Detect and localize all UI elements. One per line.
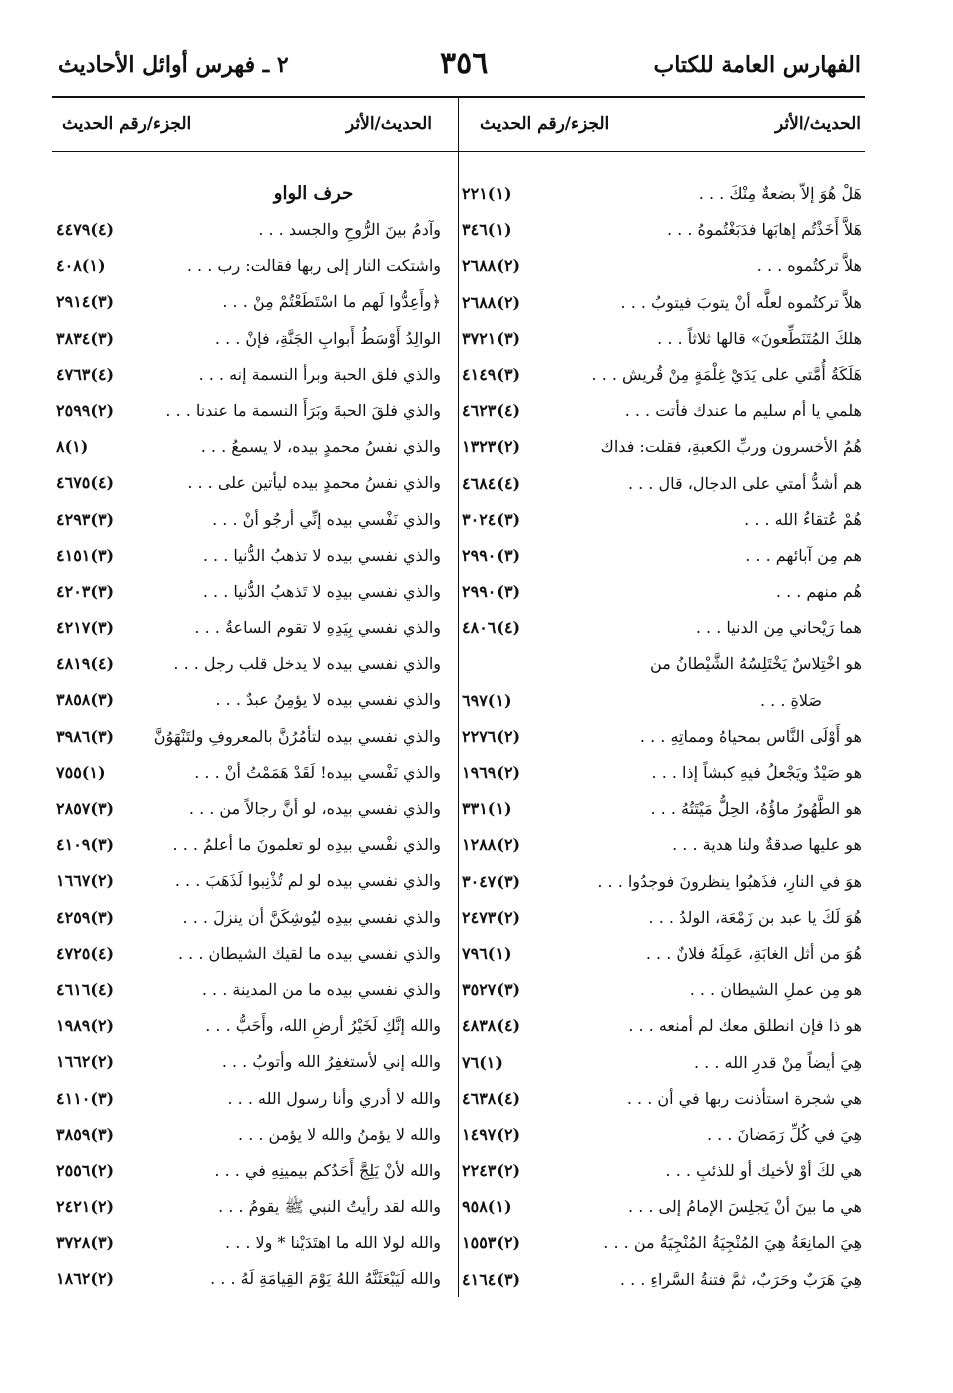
hadith-reference: (٤)٤٦٢٣ bbox=[462, 401, 521, 421]
hadith-text: والله لا أدري وأنا رسول الله . . . bbox=[227, 1088, 441, 1108]
list-item bbox=[462, 325, 862, 361]
hadith-text: هِيَ المانِعَةُ هِيَ المُنْجِيَةُ المُنْجِيَةُ من . . . bbox=[603, 1233, 862, 1253]
hadith-text: صَلاةِ . . . bbox=[759, 690, 822, 710]
hadith-text: هوَ في النارِ، فذَهبُوا ينظرونَ فوجدُوا . . . bbox=[597, 871, 862, 891]
list-item bbox=[56, 506, 441, 542]
hadith-reference: (٣)٤١٦٤ bbox=[462, 1269, 521, 1289]
hadith-reference: (٣)٣٧٢١ bbox=[462, 328, 521, 348]
hadith-reference: (٣)٣٨٥٩ bbox=[56, 1124, 115, 1144]
list-item bbox=[462, 542, 862, 578]
hadith-reference: (٤)٤٦٣٨ bbox=[462, 1088, 521, 1108]
hadith-text: والله لولا الله ما اهتَدَيْنا * ولا . . . bbox=[225, 1233, 441, 1253]
hadith-reference: (٤)٤٨١٩ bbox=[56, 654, 115, 674]
list-item bbox=[56, 578, 441, 614]
hadith-text: وآدمُ بينَ الرُّوحِ والجسد . . . bbox=[258, 220, 441, 239]
hadith-text: هي شجرة استأذنت ربها في أن . . . bbox=[626, 1088, 862, 1108]
hadith-text: هَلاَّ أَخَذْتُم إهابَها فدَبَغْتُموهُ . . . bbox=[667, 220, 862, 240]
section-index-title: ٢ ـ فهرس أوائل الأحاديث bbox=[58, 52, 289, 78]
hadith-reference: (٢)٢٤٢١ bbox=[56, 1197, 115, 1217]
hadith-text: هو مِن عملِ الشيطان . . . bbox=[689, 980, 862, 1000]
list-item bbox=[462, 940, 862, 976]
hadith-text: هي لكَ أوْ لأخيك أو للذئبِ . . . bbox=[665, 1161, 862, 1181]
hadith-reference: (٣)٣٥٢٧ bbox=[462, 980, 521, 1000]
hadith-text: والذي فلق الحبة وبرأ النسمة إنه . . . bbox=[198, 364, 441, 384]
left-ref-heading: الجزء/رقم الحديث bbox=[62, 114, 192, 134]
hadith-text: هو اخْتِلاسٌ يَخْتَلِسُهُ الشَّيْطانُ من bbox=[650, 654, 862, 674]
hadith-text: واشتكت النار إلى ربها فقالت: رب . . . bbox=[186, 256, 441, 276]
list-item bbox=[462, 1266, 862, 1302]
hadith-text: هُم منهم . . . bbox=[775, 582, 862, 602]
list-item bbox=[56, 940, 441, 976]
list-item bbox=[462, 795, 862, 831]
hadith-text: والله إني لأستغفِرُ الله وأتوبُ . . . bbox=[221, 1052, 441, 1072]
hadith-text: هو ذا فإن انطلق معك لم أمنعه . . . bbox=[628, 1016, 862, 1036]
list-item bbox=[56, 325, 441, 361]
hadith-reference: (٢)١٨٦٢ bbox=[56, 1269, 115, 1289]
hadith-text: والذي نفسُ محمدٍ بيده ليأتين على . . . bbox=[187, 473, 441, 493]
list-item bbox=[56, 1157, 441, 1193]
list-item bbox=[56, 469, 441, 505]
hadith-text: والذي نفسي بيده لو لم تُذْنِبوا لَذَهَبَ . . . bbox=[174, 871, 441, 891]
list-item bbox=[462, 1229, 862, 1265]
list-item bbox=[56, 1265, 441, 1301]
hadith-text: هو أَوْلَى النَّاس بمحياهُ ومماتِهِ . . . bbox=[639, 726, 862, 746]
list-item bbox=[462, 1085, 862, 1121]
list-item bbox=[462, 1049, 862, 1085]
hadith-reference: (٤)٤٨٠٦ bbox=[462, 618, 521, 638]
hadith-reference: (١)٧٥٥ bbox=[56, 762, 106, 782]
list-item bbox=[56, 831, 441, 867]
list-item bbox=[462, 470, 862, 506]
list-item bbox=[56, 433, 441, 469]
hadith-text: والذي نفسُ محمدٍ بيده، لا يسمعُ . . . bbox=[200, 437, 441, 457]
hadith-text: والله لَيَبْعَثَنَّهُ اللهُ يَوْمَ القِيامَةِ لَهُ . . . bbox=[210, 1269, 441, 1289]
page-header bbox=[0, 42, 953, 92]
list-item bbox=[462, 578, 862, 614]
list-item bbox=[462, 1157, 862, 1193]
hadith-reference: (٢)١٦٦٧ bbox=[56, 871, 115, 891]
list-item bbox=[56, 542, 441, 578]
list-item bbox=[56, 614, 441, 650]
hadith-text: هَلْ هُوَ إلاّ بضعةٌ مِنْكَ . . . bbox=[698, 184, 862, 203]
hadith-text: هم مِن آبائهم . . . bbox=[745, 545, 862, 565]
left-column bbox=[56, 180, 441, 1302]
hadith-reference: (٣)٢٩٩٠ bbox=[462, 582, 521, 602]
hadith-text: هِيَ هَرَبٌ وحَرَبٌ، ثمَّ فتنةُ السَّراءِ . . . bbox=[619, 1269, 862, 1289]
hadith-reference: (٤)٤٨٣٨ bbox=[462, 1016, 521, 1036]
list-item bbox=[462, 759, 862, 795]
hadith-text: والذي نفْسي بيدِه لو تعلمونَ ما أعلمُ . . . bbox=[172, 835, 441, 855]
hadith-text: والله إنَّكِ لَخَيْرُ أرضِ الله، وأَحَبُّ . . . bbox=[205, 1016, 441, 1036]
hadith-reference: (٤)٤٤٧٩ bbox=[56, 220, 115, 239]
right-ref-heading: الجزء/رقم الحديث bbox=[480, 114, 610, 134]
hadith-reference: (٤)٤٧٦٣ bbox=[56, 364, 115, 384]
hadith-text: والذي نفسي بيدِه لا تَذهبُ الدُّنيا . . . bbox=[202, 581, 441, 601]
column-divider bbox=[458, 97, 459, 1297]
hadith-text: هلاَّ تركتُموه لعلَّه أنْ يتوبَ فيتوبُ . . . bbox=[620, 292, 862, 312]
hadith-reference: (٣)٣٠٢٤ bbox=[462, 509, 521, 529]
hadith-reference: (٣)٣٧٢٨ bbox=[56, 1233, 115, 1253]
hadith-text: والذي نَفْسي بيده! لَقَدْ هَمَمْتُ أنْ . . . bbox=[194, 762, 441, 782]
hadith-text: والذي نفسي بيده لا يدخل قلب رجل . . . bbox=[173, 654, 441, 674]
hadith-reference: (٣)٤١٠٩ bbox=[56, 835, 115, 855]
hadith-text: هِيَ في كُلِّ رَمَضانَ . . . bbox=[706, 1124, 862, 1144]
hadith-reference: (٣)٤٢٠٣ bbox=[56, 581, 115, 601]
hadith-reference: (٤)٤٦٨٤ bbox=[462, 473, 521, 493]
hadith-text: هم أشدُّ أمتي على الدجال، قال . . . bbox=[627, 473, 862, 493]
section-title: حرف الواو bbox=[273, 183, 354, 204]
list-item bbox=[56, 867, 441, 903]
hadith-text: والذي نفسي بيده ما من المدينة . . . bbox=[201, 979, 441, 999]
list-item bbox=[56, 650, 441, 686]
list-item bbox=[56, 216, 441, 252]
hadith-reference: (٢)١٤٩٧ bbox=[462, 1124, 521, 1144]
list-item bbox=[56, 1193, 441, 1229]
hadith-reference: (٣)٣٠٤٧ bbox=[462, 871, 521, 891]
hadith-text: هو صَيْدٌ ويَجْعلُ فيهِ كبشاً إذا . . . bbox=[651, 763, 862, 782]
hadith-reference: (٣)٤١٥١ bbox=[56, 545, 115, 565]
list-item bbox=[462, 1012, 862, 1048]
hadith-reference: (٢)٢٥٩٩ bbox=[56, 400, 115, 420]
hadith-text: هُوَ من أثل الغابَةِ، عَمِلَهُ فلانٌ . . . bbox=[645, 943, 862, 963]
hadith-reference: (٢)٢٥٥٦ bbox=[56, 1160, 115, 1180]
hadith-reference: (٣)٢٩٩٠ bbox=[462, 545, 521, 565]
list-item bbox=[56, 1012, 441, 1048]
right-column bbox=[462, 180, 862, 1302]
hadith-reference: (٢)١٣٢٣ bbox=[462, 437, 521, 457]
hadith-reference: (٢)١٢٨٨ bbox=[462, 835, 521, 855]
hadith-text: هلاَّ تركتُموه . . . bbox=[756, 256, 862, 276]
hadith-text: هو الطَّهُورُ ماؤُهُ، الحِلُّ مَيْتَتُهُ . . . bbox=[650, 799, 862, 819]
hadith-text: والذي فلقَ الحبةَ وبَرَأَ النسمة ما عندنا . . . bbox=[165, 400, 441, 420]
list-item bbox=[462, 252, 862, 288]
right-hadith-heading: الحديث/الأثر bbox=[775, 114, 861, 134]
hadith-reference: (١)٤٠٨ bbox=[56, 256, 106, 276]
list-item bbox=[56, 252, 441, 288]
hadith-text: والذي نفسي بيده لا تذهبُ الدُّنيا . . . bbox=[202, 545, 441, 565]
hadith-text: والذي نفسي بيدِه ليُوشِكَنَّ أن ينزلَ . . . bbox=[182, 907, 441, 927]
hadith-reference: (٢)٢٦٨٨ bbox=[462, 256, 521, 276]
hadith-reference: (١)٧٩٦ bbox=[462, 943, 512, 963]
hadith-reference: (٣)٢٨٥٧ bbox=[56, 799, 115, 818]
list-item bbox=[462, 289, 862, 325]
hadith-reference: (٢)٢٤٧٣ bbox=[462, 907, 521, 927]
hadith-reference: (٢)١٥٥٣ bbox=[462, 1233, 521, 1253]
hadith-reference: (٣)٤٢٩٣ bbox=[56, 509, 115, 529]
hadith-reference: (٣)٤١٤٩ bbox=[462, 364, 521, 384]
hadith-text: هِيَ أيضاً مِنْ قدرِ الله . . . bbox=[694, 1052, 862, 1072]
hadith-reference: (٣)٣٨٥٨ bbox=[56, 690, 115, 710]
list-item bbox=[462, 506, 862, 542]
list-item bbox=[462, 216, 862, 252]
list-item bbox=[56, 795, 441, 831]
hadith-reference: (١)٨ bbox=[56, 437, 89, 457]
hadith-text: والذي نفسي بيده ما لقيك الشيطان . . . bbox=[177, 943, 441, 963]
list-item bbox=[56, 904, 441, 940]
hadith-reference: (١)٧٦ bbox=[462, 1052, 503, 1072]
list-item bbox=[462, 904, 862, 940]
hadith-reference: (٢)١٦٦٢ bbox=[56, 1052, 115, 1072]
hadith-reference: (١)٣٤٦ bbox=[462, 220, 512, 240]
hadith-reference: (١)٩٥٨ bbox=[462, 1197, 512, 1217]
hadith-reference: (٣)٣٩٨٦ bbox=[56, 726, 115, 746]
hadith-reference: (٢)٢٦٨٨ bbox=[462, 292, 521, 312]
hadith-reference: (٢)٢٢٧٦ bbox=[462, 726, 521, 746]
hadith-text: هَلَكَةُ أُمَّتي على يَدَيْ غِلْمَةٍ مِنْ قُريش . . . bbox=[591, 364, 862, 384]
list-item bbox=[56, 361, 441, 397]
list-item bbox=[462, 180, 862, 216]
hadith-reference: (٢)١٩٦٩ bbox=[462, 763, 521, 782]
hadith-reference: (٣)٢٩١٤ bbox=[56, 292, 115, 312]
hadith-text: والله لقد رأيتُ النبي ﷺ يقومُ . . . bbox=[218, 1197, 441, 1217]
list-item bbox=[462, 1193, 862, 1229]
hadith-reference: (٣)٤٢١٧ bbox=[56, 618, 115, 638]
hadith-text: هُمُ الأخسرون وربِّ الكعبةِ، فقلت: فداك bbox=[600, 437, 862, 457]
hadith-text: هما رَيْحاني مِن الدنيا . . . bbox=[695, 618, 862, 638]
page-number: ٣٥٦ bbox=[440, 46, 489, 81]
left-hadith-heading: الحديث/الأثر bbox=[346, 114, 432, 134]
list-item bbox=[462, 361, 862, 397]
list-item bbox=[462, 397, 862, 433]
hadith-text: ﴿وأَعِدُّوا لَهم ما اسْتَطَعْتُمْ مِنْ . . . bbox=[222, 292, 441, 312]
hadith-text: هي ما بينَ أنْ يَجلِسَ الإمامُ إلى . . . bbox=[628, 1197, 862, 1217]
hadith-text: والذي نَفْسي بيده إنِّي أرجُو أنْ . . . bbox=[212, 509, 441, 529]
hadith-text: الوالِدُ أَوْسَطُ أَبوابِ الجَنَّةِ، فإنْ . . . bbox=[214, 328, 441, 348]
list-item bbox=[56, 1085, 441, 1121]
hadith-reference: (١)٣٣١ bbox=[462, 799, 512, 819]
hadith-text: والذي نفسي بيده، لو أنَّ رجالاً من . . . bbox=[188, 799, 441, 818]
list-item bbox=[462, 614, 862, 650]
list-item bbox=[56, 686, 441, 722]
list-item bbox=[462, 433, 862, 469]
book-index-title: الفهارس العامة للكتاب bbox=[653, 52, 861, 78]
hadith-text: والله لا يؤمنُ والله لا يؤمن . . . bbox=[238, 1124, 441, 1144]
hadith-text: والذي نفسي بيده لتأمُرُنَّ بالمعروفِ ولتَنْهَوُنَّ bbox=[153, 726, 441, 746]
list-item bbox=[56, 288, 441, 324]
hadith-reference: (٢)١٩٨٩ bbox=[56, 1016, 115, 1036]
list-item bbox=[462, 1121, 862, 1157]
hadith-text: والذي نفسي بِيَدِهِ لا تقوم الساعةُ . . . bbox=[194, 618, 441, 638]
list-item bbox=[462, 723, 862, 759]
hadith-text: هلمي يا أم سليم ما عندك فأتت . . . bbox=[624, 401, 862, 421]
list-item bbox=[462, 687, 862, 723]
list-item bbox=[462, 831, 862, 867]
hadith-reference: (٤)٤٦١٦ bbox=[56, 979, 115, 999]
list-item bbox=[56, 1121, 441, 1157]
hadith-text: هُمْ عُتقاءُ الله . . . bbox=[744, 509, 862, 529]
hadith-reference: (٣)٣٨٣٤ bbox=[56, 328, 115, 348]
list-item bbox=[56, 976, 441, 1012]
hadith-reference: (٣)٤٢٥٩ bbox=[56, 907, 115, 927]
list-item bbox=[462, 868, 862, 904]
hadith-reference: (٢)٢٢٤٣ bbox=[462, 1161, 521, 1181]
hadith-reference: (١)٦٩٧ bbox=[462, 690, 512, 710]
list-item bbox=[56, 397, 441, 433]
list-item bbox=[462, 976, 862, 1012]
hadith-text: والله لأنْ يَلِجَّ أَحَدُكم بيمينِهِ في . . . bbox=[214, 1160, 441, 1180]
hadith-reference: (١)٢٢١ bbox=[462, 184, 512, 203]
list-item bbox=[56, 723, 441, 759]
list-item bbox=[462, 650, 862, 686]
list-item bbox=[56, 759, 441, 795]
list-item bbox=[56, 1229, 441, 1265]
list-item bbox=[56, 1048, 441, 1084]
hadith-text: هلكَ المُتَنَطِّعونَ» قالها ثلاثاً . . . bbox=[657, 328, 862, 348]
hadith-reference: (٤)٤٦٧٥ bbox=[56, 473, 115, 493]
hadith-text: هُوَ لَكَ يا عبد بن زَمْعَة، الولدُ . . . bbox=[648, 907, 862, 927]
hadith-text: والذي نفسي بيده لا يؤمِنُ عبدٌ . . . bbox=[215, 690, 441, 710]
hadith-reference: (٤)٤٧٢٥ bbox=[56, 943, 115, 963]
hadith-reference: (٣)٤١١٠ bbox=[56, 1088, 115, 1108]
hadith-text: هو عليها صدقةٌ ولنا هدية . . . bbox=[672, 835, 862, 855]
